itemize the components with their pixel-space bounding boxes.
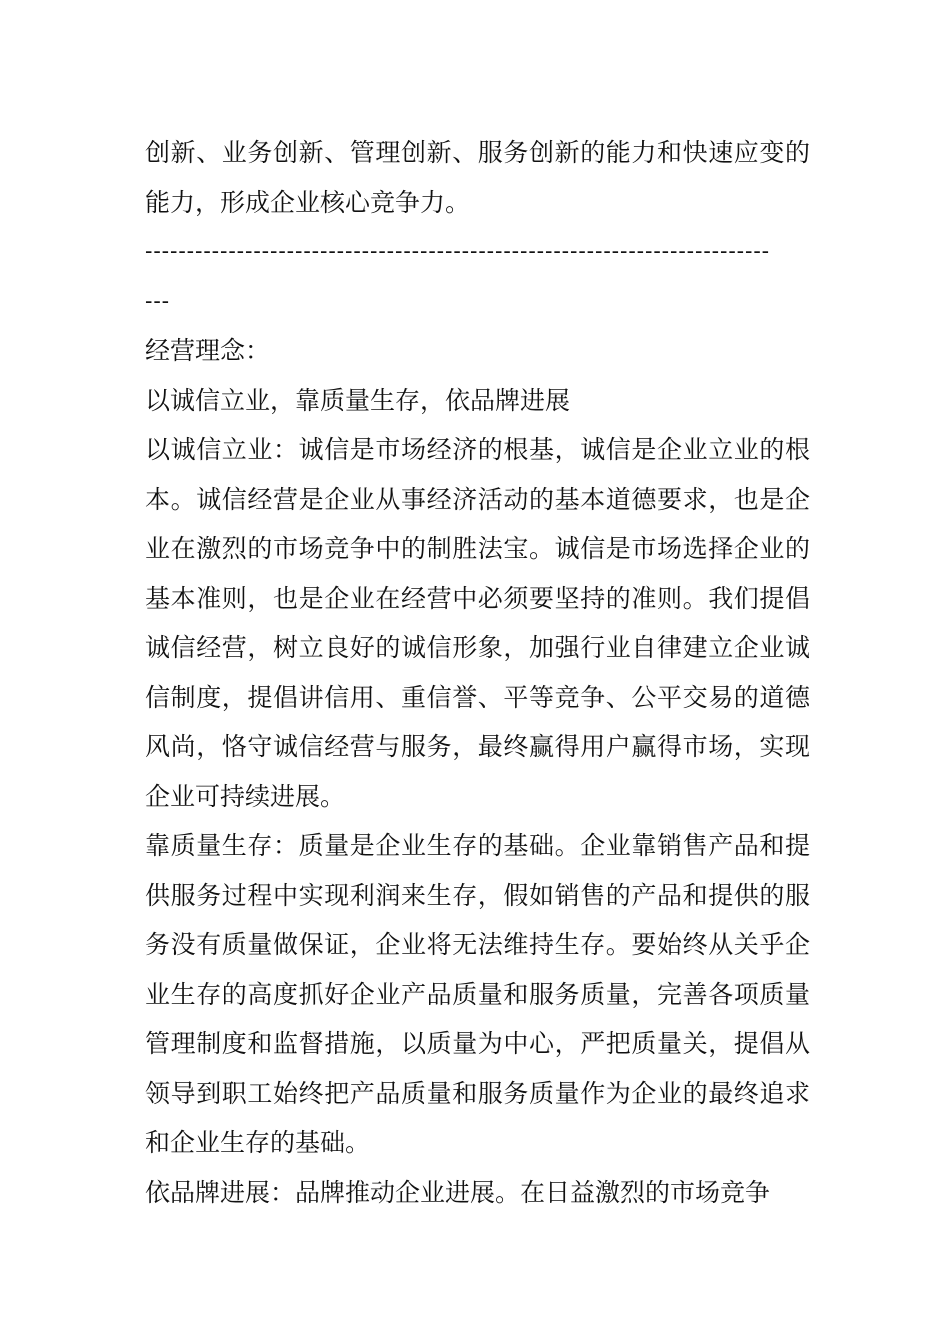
integrity-paragraph: 以诚信立业：诚信是市场经济的根基，诚信是企业立业的根本。诚信经营是企业从事经济活动的基本道德要求，也是企业在激烈的市场竞争中的制胜法宝。诚信是市场选择企业的基本准则，也是企业在经营中必须要坚持的准则。我们提倡诚信经营，树立良好的诚信形象，加强行业自律建立企业诚信制度，提倡讲信用、重信誉、平等竞争、公平交易的道德风尚，恪守诚信经营与服务，最终赢得用户赢得市场，实现企业可持续进展。 bbox=[145, 435, 810, 811]
quality-paragraph: 靠质量生存：质量是企业生存的基础。企业靠销售产品和提供服务过程中实现利润来生存，假如销售的产品和提供的服务没有质量做保证，企业将无法维持生存。要始终从关乎企业生存的高度抓好企业产品质量和服务质量，完善各项质量管理制度和监督措施，以质量为中心，严把质量关，提倡从领导到职工始终把产品质量和服务质量作为企业的最终追求和企业生存的基础。 bbox=[145, 831, 810, 1157]
intro-continuation-paragraph: 创新、业务创新、管理创新、服务创新的能力和快速应变的能力，形成企业核心竞争力。 bbox=[145, 138, 810, 217]
motto-line: 以诚信立业，靠质量生存，依品牌进展 bbox=[145, 385, 571, 415]
brand-paragraph: 依品牌进展：品牌推动企业进展。在日益激烈的市场竞争 bbox=[145, 1177, 771, 1207]
section-heading: 经营理念： bbox=[145, 336, 271, 365]
document-body bbox=[145, 128, 810, 1217]
separator-line: --------------------------------------------------------------------------- bbox=[145, 239, 771, 264]
separator-line-tail: --- bbox=[145, 288, 171, 314]
